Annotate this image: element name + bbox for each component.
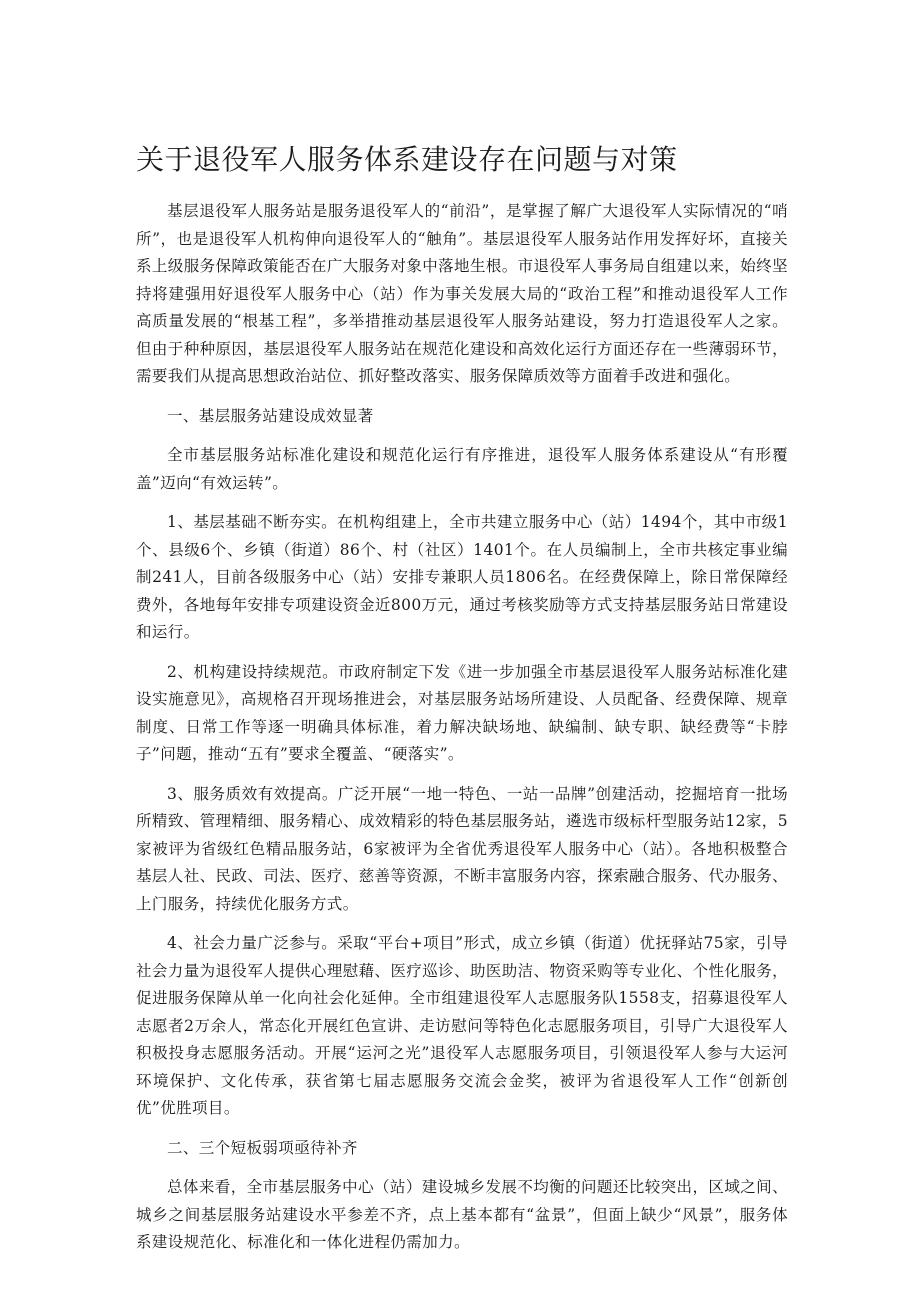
section-2-paragraph: 总体来看，全市基层服务中心（站）建设城乡发展不均衡的问题还比较突出，区域之间、城乡之间基层服务站建设水平参差不齐，点上基本都有“盆景”，但面上缺少“风景”，服务体系建设规范化、标准化和一体化进程仍需加力。 [136,1178,788,1251]
point-3-paragraph: 3、服务质效有效提高。广泛开展“一地一特色、一站一品牌”创建活动，挖掘培育一批场所精致、管理精细、服务精心、成效精彩的特色基层服务站，遴选市级标杆型服务站12家，5家被评为省级红色精品服务站，6家被评为全省优秀退役军人服务中心（站）。各地积极整合基层人社、民政、司法、医疗、慈善等资源，不断丰富服务内容，探索融合服务、代办服务、上门服务，持续优化服务方式。 [136,784,788,913]
document-page [136,140,788,1269]
point-4-paragraph: 4、社会力量广泛参与。采取“平台+项目”形式，成立乡镇（街道）优抚驿站75家，引导社会力量为退役军人提供心理慰藉、医疗巡诊、助医助洁、物资采购等专业化、个性化服务，促进服务保障从单一化向社会化延伸。全市组建退役军人志愿服务队1558支，招募退役军人志愿者2万余人，常态化开展红色宣讲、走访慰问等特色化志愿服务项目，引导广大退役军人积极投身志愿服务活动。开展“运河之光”退役军人志愿服务项目，引领退役军人参与大运河环境保护、文化传承，获省第七届志愿服务交流会金奖，被评为省退役军人工作“创新创优”优胜项目。 [136,934,788,1117]
section-heading-1: 一、基层服务站建设成效显著 [167,406,374,425]
intro-paragraph: 基层退役军人服务站是服务退役军人的“前沿”，是掌握了解广大退役军人实际情况的“哨所”，也是退役军人机构伸向退役军人的“触角”。基层退役军人服务站作用发挥好坏，直接关系上级服务保障政策能否在广大服务对象中落地生根。市退役军人事务局自组建以来，始终坚持将建强用好退役军人服务中心（站）作为事关发展大局的“政治工程”和推动退役军人工作高质量发展的“根基工程”，多举措推动基层退役军人服务站建设，努力打造退役军人之家。但由于种种原因，基层退役军人服务站在规范化建设和高效化运行方面还存在一些薄弱环节，需要我们从提高思想政治站位、抓好整改落实、服务保障质效等方面着手改进和强化。 [136,202,788,385]
section-heading-2: 二、三个短板弱项亟待补齐 [167,1138,358,1157]
point-1-paragraph: 1、基层基础不断夯实。在机构组建上，全市共建立服务中心（站）1494个，其中市级1个、县级6个、乡镇（街道）86个、村（社区）1401个。在人员编制上，全市共核定事业编制241人，目前各级服务中心（站）安排专兼职人员1806名。在经费保障上，除日常保障经费外，各地每年安排专项建设资金近800万元，通过考核奖励等方式支持基层服务站日常建设和运行。 [136,513,788,641]
point-2-paragraph: 2、机构建设持续规范。市政府制定下发《进一步加强全市基层退役军人服务站标准化建设实施意见》，高规格召开现场推进会，对基层服务站场所建设、人员配备、经费保障、规章制度、日常工作等逐一明确具体标准，着力解决缺场地、缺编制、缺专职、缺经费等“卡脖子”问题，推动“五有”要求全覆盖、“硬落实”。 [136,662,788,763]
section-1-summary: 全市基层服务站标准化建设和规范化运行有序推进，退役军人服务体系建设从“有形覆盖”迈向“有效运转”。 [136,446,788,492]
document-title: 关于退役军人服务体系建设存在问题与对策 [136,143,678,176]
